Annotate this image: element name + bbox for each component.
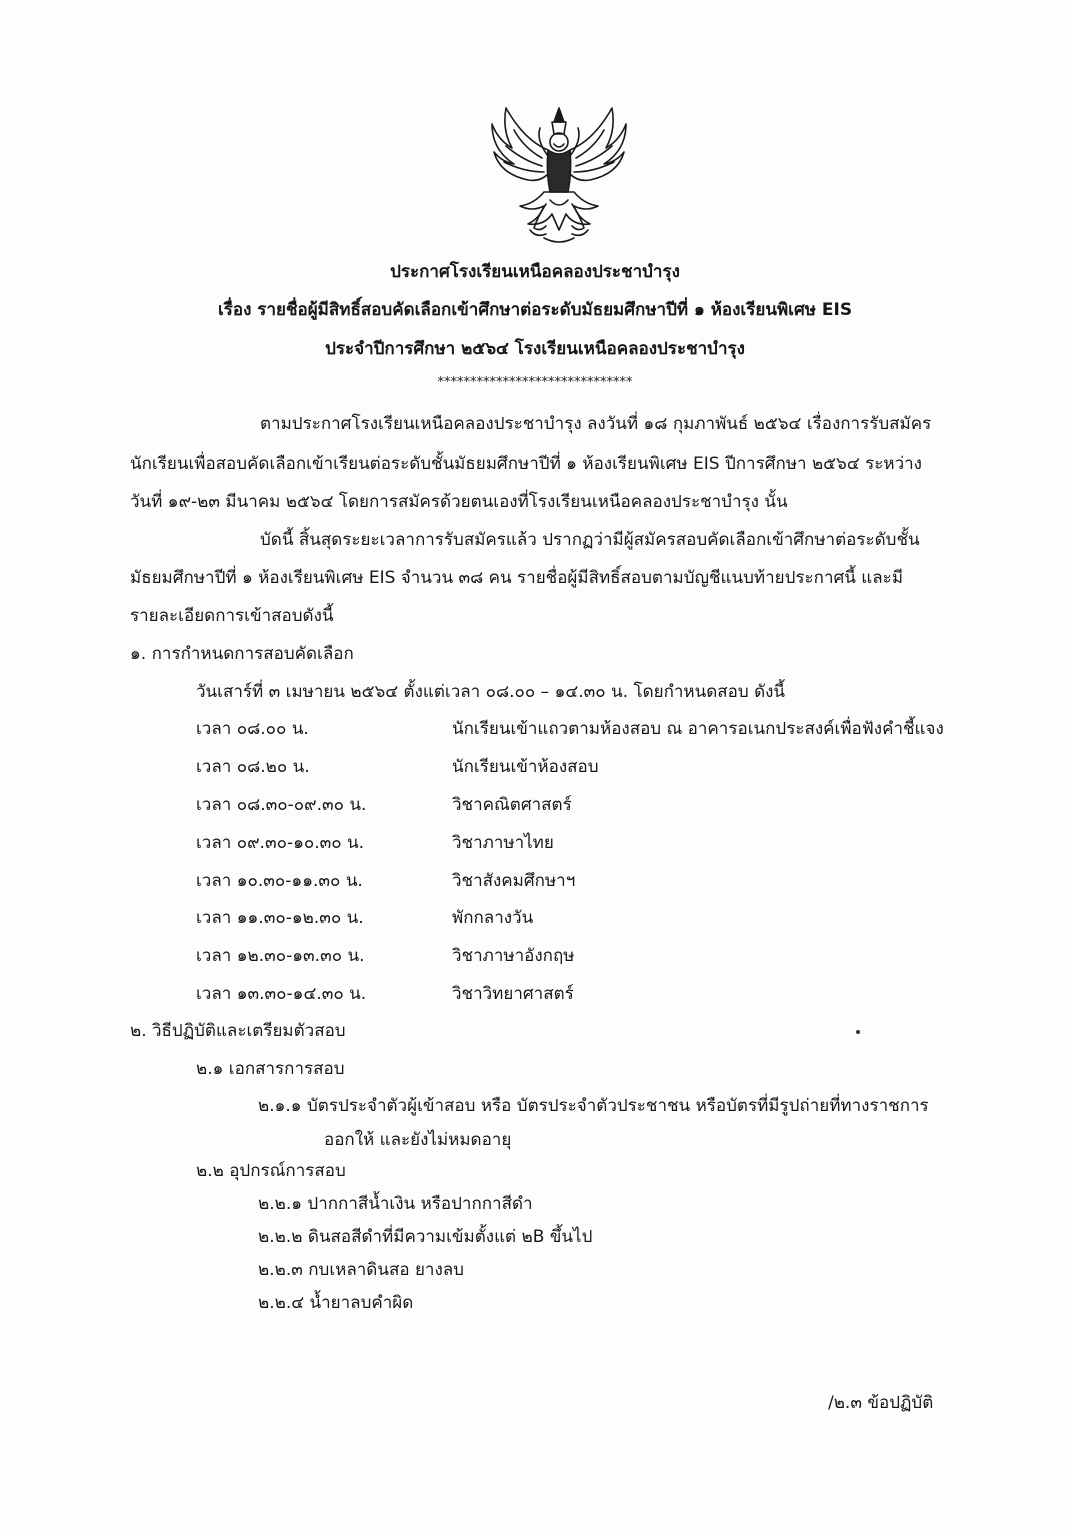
paragraph2-line3: รายละเอียดการเข้าสอบดังนี้ bbox=[130, 606, 334, 626]
schedule-activity: วิชาวิทยาศาสตร์ bbox=[452, 984, 574, 1004]
item-2-1-1-line2: ออกให้ และยังไม่หมดอายุ bbox=[324, 1130, 512, 1150]
equipment-item: ๒.๒.๓ กบเหลาดินสอ ยางลบ bbox=[258, 1260, 464, 1280]
schedule-activity: นักเรียนเข้าห้องสอบ bbox=[452, 757, 599, 777]
section2-heading: ๒. วิธีปฏิบัติและเตรียมตัวสอบ bbox=[130, 1021, 346, 1041]
subsection-2-2-heading: ๒.๒ อุปกรณ์การสอบ bbox=[196, 1161, 346, 1181]
schedule-activity: พักกลางวัน bbox=[452, 908, 534, 928]
schedule-time: เวลา ๐๙.๓๐-๑๐.๓๐ น. bbox=[196, 833, 365, 853]
schedule-activity: วิชาคณิตศาสตร์ bbox=[452, 795, 572, 815]
equipment-item: ๒.๒.๒ ดินสอสีดำที่มีความเข้มตั้งแต่ ๒B ขึ้นไป bbox=[258, 1227, 593, 1247]
schedule-time: เวลา ๐๘.๒๐ น. bbox=[196, 757, 310, 777]
equipment-item: ๒.๒.๔ น้ำยาลบคำผิด bbox=[258, 1293, 414, 1313]
announcement-title: ประกาศโรงเรียนเหนือคลองประชาบำรุง bbox=[390, 262, 680, 282]
paragraph2-line1: บัดนี้ สิ้นสุดระยะเวลาการรับสมัครแล้ว ปรากฏว่ามีผู้สมัครสอบคัดเลือกเข้าศึกษาต่อระดับชั้น bbox=[260, 530, 920, 550]
exam-date-line: วันเสาร์ที่ ๓ เมษายน ๒๕๖๔ ตั้งแต่เวลา ๐๘.๐๐ – ๑๔.๓๐ น. โดยกำหนดสอบ ดังนี้ bbox=[196, 682, 786, 702]
section1-heading: ๑. การกำหนดการสอบคัดเลือก bbox=[130, 644, 354, 664]
schedule-activity: วิชาสังคมศึกษาฯ bbox=[452, 871, 576, 891]
paragraph1-line1: ตามประกาศโรงเรียนเหนือคลองประชาบำรุง ลงวันที่ ๑๘ กุมภาพันธ์ ๒๕๖๔ เรื่องการรับสมัคร bbox=[260, 414, 932, 434]
schedule-activity: วิชาภาษาไทย bbox=[452, 833, 554, 853]
schedule-time: เวลา ๑๓.๓๐-๑๔.๓๐ น. bbox=[196, 984, 367, 1004]
item-2-1-1-line1: ๒.๑.๑ บัตรประจำตัวผู้เข้าสอบ หรือ บัตรประจำตัวประชาชน หรือบัตรที่มีรูปถ่ายที่ทางราชการ bbox=[258, 1096, 929, 1116]
schedule-time: เวลา ๑๑.๓๐-๑๒.๓๐ น. bbox=[196, 908, 364, 928]
schedule-activity: นักเรียนเข้าแถวตามห้องสอบ ณ อาคารอเนกประสงค์เพื่อฟังคำชี้แจง bbox=[452, 719, 944, 739]
scan-speck bbox=[856, 1030, 860, 1034]
paragraph2-line2: มัธยมศึกษาปีที่ ๑ ห้องเรียนพิเศษ EIS จำนวน ๓๘ คน รายชื่อผู้มีสิทธิ์สอบตามบัญชีแนบท้ายประกาศนี้ และมี bbox=[130, 568, 904, 588]
schedule-time: เวลา ๐๘.๓๐-๐๙.๓๐ น. bbox=[196, 795, 367, 815]
schedule-time: เวลา ๑๒.๓๐-๑๓.๓๐ น. bbox=[196, 946, 365, 966]
schedule-activity: วิชาภาษาอังกฤษ bbox=[452, 946, 575, 966]
separator-line: ****************************** bbox=[437, 375, 633, 390]
schedule-time: เวลา ๐๘.๐๐ น. bbox=[196, 719, 309, 739]
garuda-emblem bbox=[484, 100, 634, 250]
schedule-time: เวลา ๑๐.๓๐-๑๑.๓๐ น. bbox=[196, 871, 363, 891]
paragraph1-line2: นักเรียนเพื่อสอบคัดเลือกเข้าเรียนต่อระดับชั้นมัธยมศึกษาปีที่ ๑ ห้องเรียนพิเศษ EIS ปีการศึกษา ๒๕๖๔ ระหว่าง bbox=[130, 454, 922, 474]
continued-on-next-page: /๒.๓ ข้อปฏิบัติ bbox=[828, 1393, 934, 1413]
academic-year-line: ประจำปีการศึกษา ๒๕๖๔ โรงเรียนเหนือคลองประชาบำรุง bbox=[325, 339, 745, 359]
subsection-2-1-heading: ๒.๑ เอกสารการสอบ bbox=[196, 1059, 345, 1079]
subject-line: เรื่อง รายชื่อผู้มีสิทธิ์สอบคัดเลือกเข้าศึกษาต่อระดับมัธยมศึกษาปีที่ ๑ ห้องเรียนพิเศษ EIS bbox=[217, 300, 853, 320]
equipment-item: ๒.๒.๑ ปากกาสีน้ำเงิน หรือปากกาสีดำ bbox=[258, 1194, 533, 1214]
paragraph1-line3: วันที่ ๑๙-๒๓ มีนาคม ๒๕๖๔ โดยการสมัครด้วยตนเองที่โรงเรียนเหนือคลองประชาบำรุง นั้น bbox=[130, 492, 788, 512]
